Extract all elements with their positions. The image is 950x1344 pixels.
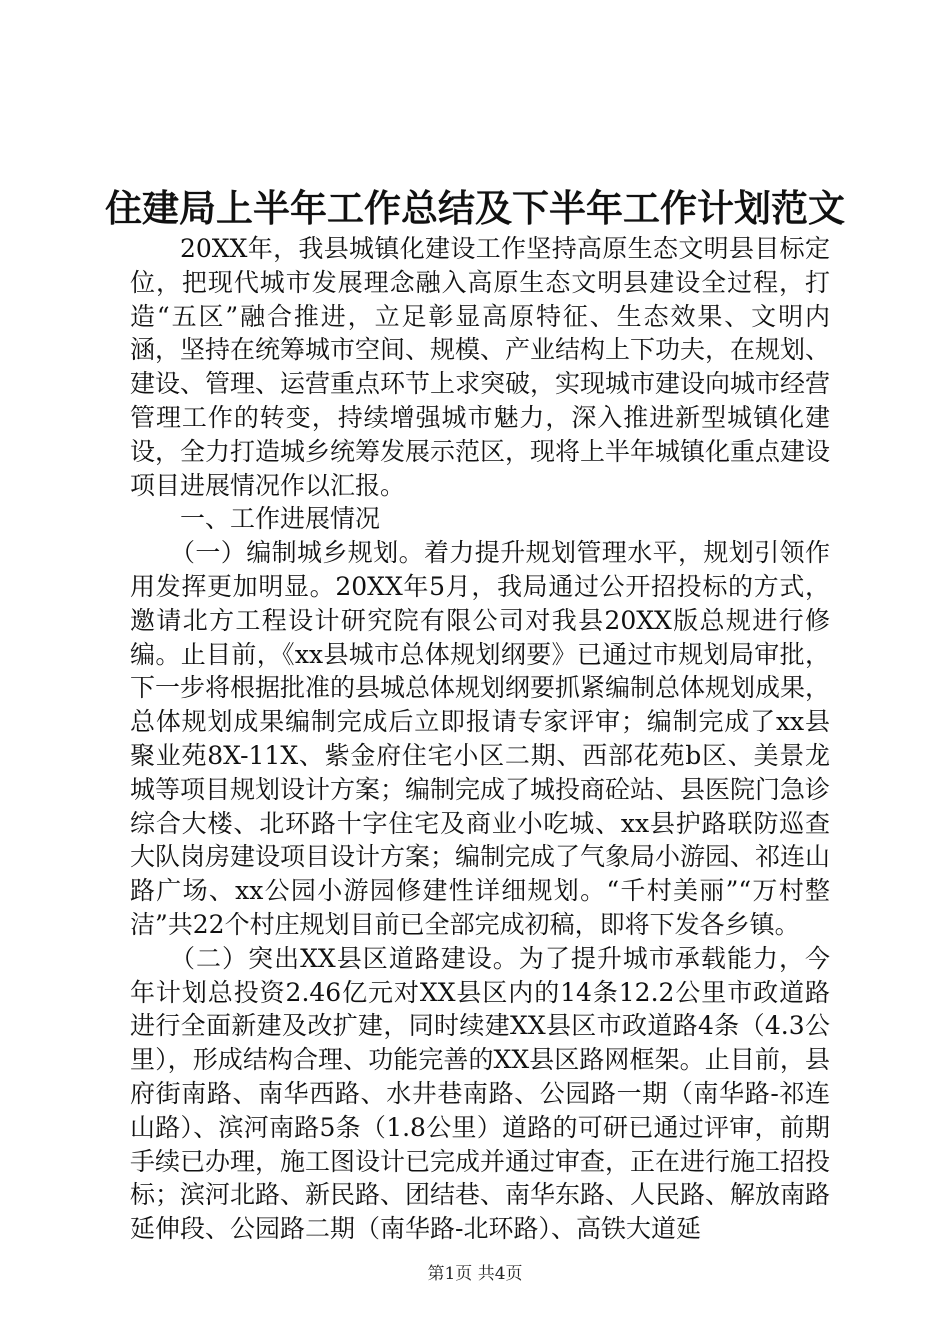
- subsection-roads-paragraph: （二）突出XX县区道路建设。为了提升城市承载能力，今年计划总投资2.46亿元对XX县区内的14条12.2公里市政道路进行全面新建及改扩建，同时续建XX县区市政道路4条（4.3公里），形成结构合理、功能完善的XX县区路网框架。止目前，县府街南路、南华西路、水井巷南路、公园路一期（南华路-祁连山路）、滨河南路5条（1.8公里）道路的可研已通过评审，前期手续已办理，施工图设计已完成并通过审查，正在进行施工招投标；滨河北路、新民路、团结巷、南华东路、人民路、解放南路延伸段、公园路二期（南华路-北环路）、高铁大道延: [130, 943, 831, 1244]
- page-footer: 第1页 共4页: [427, 1264, 523, 1284]
- document-body: [130, 232, 830, 1246]
- intro-paragraph: 20XX年，我县城镇化建设工作坚持高原生态文明县目标定位，把现代城市发展理念融入高原生态文明县建设全过程，打造“五区”融合推进，立足彰显高原特征、生态效果、文明内涵，坚持在统筹城市空间、规模、产业结构上下功夫，在规划、建设、管理、运营重点环节上求突破，实现城市建设向城市经营管理工作的转变，持续增强城市魅力，深入推进新型城镇化建设，全力打造城乡统筹发展示范区，现将上半年城镇化重点建设项目进展情况作以汇报。: [130, 234, 831, 500]
- section-heading: 一、工作进展情况: [180, 504, 381, 534]
- document-title: 住建局上半年工作总结及下半年工作计划范文: [105, 186, 845, 230]
- subsection-planning-paragraph: （一）编制城乡规划。着力提升规划管理水平，规划引领作用发挥更加明显。20XX年5月，我局通过公开招投标的方式，邀请北方工程设计研究院有限公司对我县20XX版总规进行修编。止目前，《xx县城市总体规划纲要》已通过市规划局审批，下一步将根据批准的县城总体规划纲要抓紧编制总体规划成果，总体规划成果编制完成后立即报请专家评审；编制完成了xx县聚业苑8X-11X、紫金府住宅小区二期、西部花苑b区、美景龙城等项目规划设计方案；编制完成了城投商砼站、县医院门急诊综合大楼、北环路十字住宅及商业小吃城、xx县护路联防巡查大队岗房建设项目设计方案；编制完成了气象局小游园、祁连山路广场、xx公园小游园修建性详细规划。“千村美丽”“万村整洁”共22个村庄规划目前已全部完成初稿，即将下发各乡镇。: [130, 538, 831, 939]
